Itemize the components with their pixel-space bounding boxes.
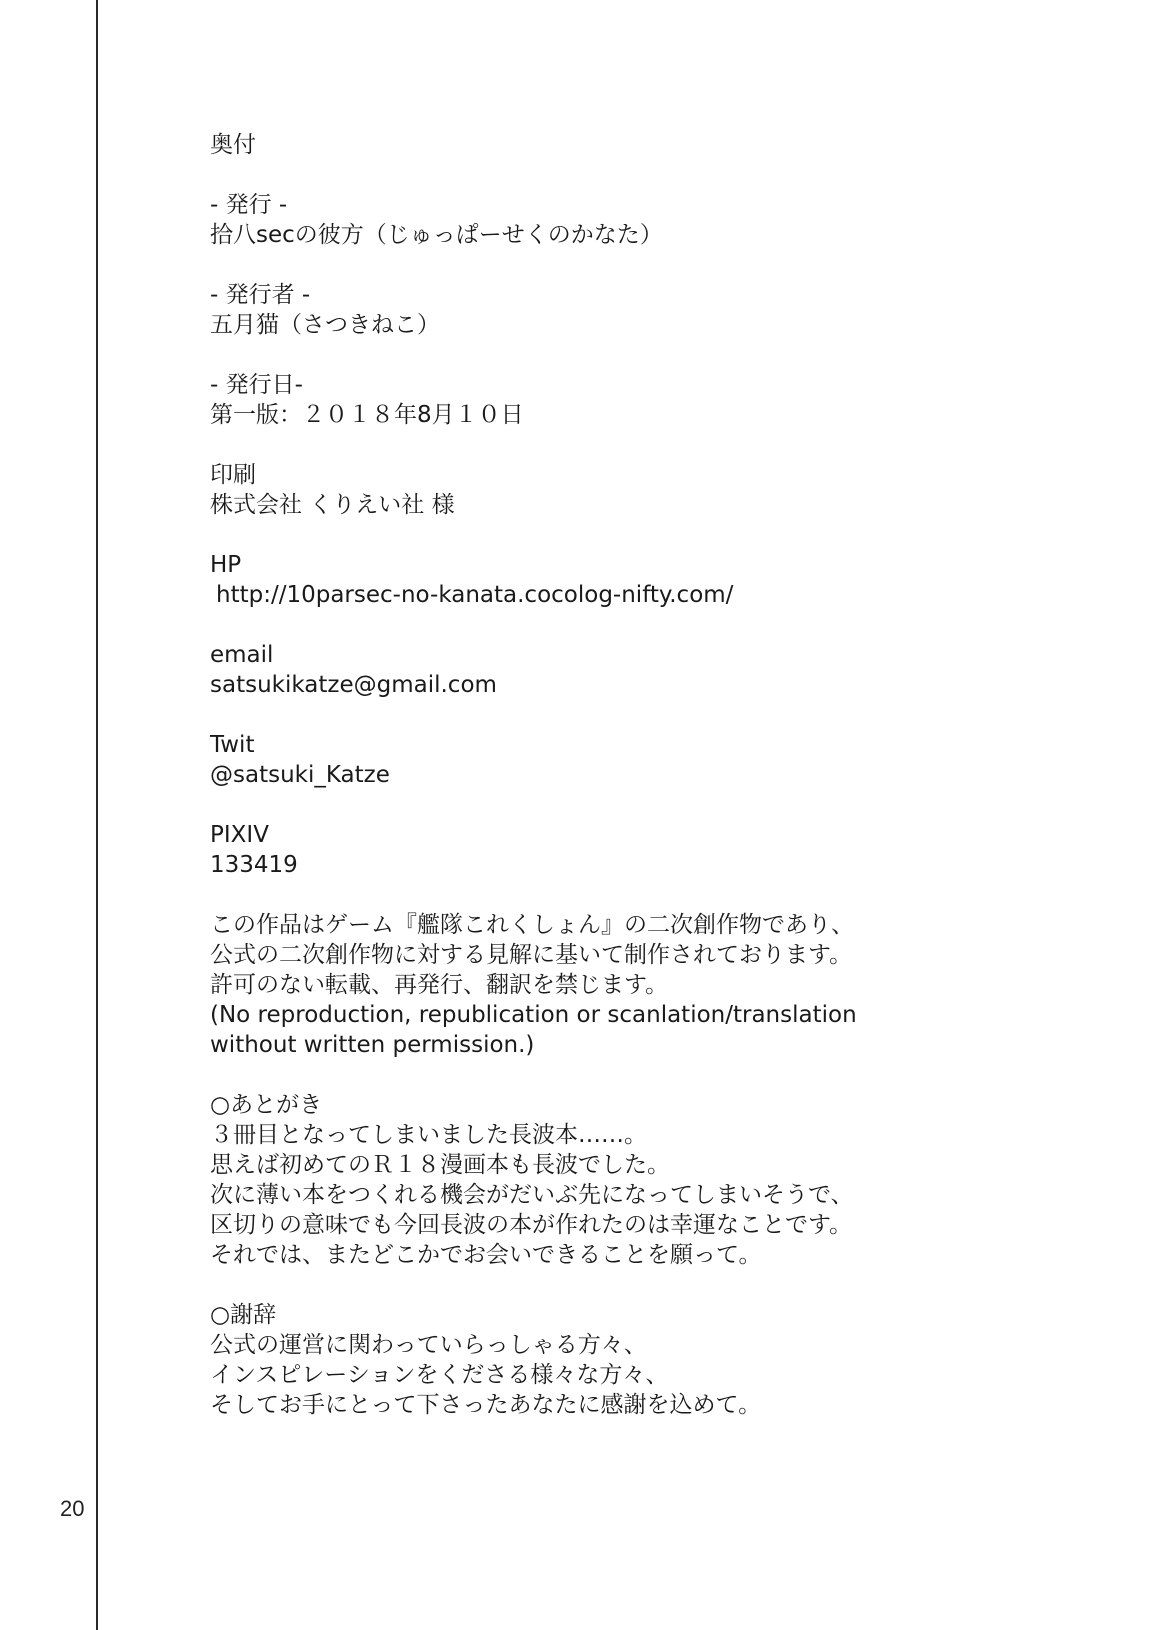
afterword-heading: ○あとがき [210, 1092, 323, 1118]
notice-line: 公式の二次創作物に対する見解に基いて制作されております。 [210, 942, 853, 968]
author-name: 五月猫（さつきねこ） [210, 312, 440, 338]
pixiv-label: PIXIV [210, 822, 269, 848]
colophon-title: 奥付 [210, 132, 256, 158]
thanks-line: そしてお手にとって下さったあなたに感謝を込めて。 [210, 1392, 762, 1418]
printer-name: 株式会社 くりえい社 様 [210, 492, 455, 518]
pixiv-id: 133419 [210, 852, 298, 878]
page-number: 20 [60, 1496, 85, 1521]
email-block [210, 640, 1070, 700]
date-value: 第一版：２０１８年8月１０日 [210, 402, 524, 428]
printer-label: 印刷 [210, 462, 256, 488]
email-label: email [210, 642, 274, 668]
notice-line: (No reproduction, republication or scanlation/translation [210, 1002, 857, 1028]
date-block [210, 370, 1070, 430]
thanks-line: 公式の運営に関わっていらっしゃる方々、 [210, 1332, 647, 1358]
hp-label: HP [210, 552, 242, 578]
notice-line: この作品はゲーム『艦隊これくしょん』の二次創作物であり、 [210, 912, 854, 938]
page-border-line [96, 0, 98, 1630]
colophon-title-block [210, 130, 1070, 160]
afterword-line: 区切りの意味でも今回長波の本が作れたのは幸運なことです。 [210, 1212, 853, 1238]
thanks-block [210, 1300, 1070, 1420]
notice-line: without written permission.) [210, 1032, 535, 1058]
email-address: satsukikatze@gmail.com [210, 672, 497, 698]
thanks-line: インスピレーションをくださる様々な方々、 [210, 1362, 669, 1388]
notice-line: 許可のない転載、再発行、翻訳を禁じます。 [210, 972, 669, 998]
publisher-label: - 発行 - [210, 192, 288, 218]
twitter-block [210, 730, 1070, 790]
afterword-block [210, 1090, 1070, 1270]
afterword-line: それでは、またどこかでお会いできることを願って。 [210, 1242, 762, 1268]
printer-block [210, 460, 1070, 520]
publisher-block [210, 190, 1070, 250]
twitter-label: Twit [210, 732, 255, 758]
author-label: - 発行者 - [210, 282, 311, 308]
publisher-name: 拾八secの彼方（じゅっぱーせくのかなた） [210, 222, 663, 248]
author-block [210, 280, 1070, 340]
hp-block [210, 550, 1070, 610]
afterword-line: 次に薄い本をつくれる機会がだいぶ先になってしまいそうで、 [210, 1182, 854, 1208]
afterword-line: 思えば初めてのＲ１８漫画本も長波でした。 [210, 1152, 670, 1178]
colophon-content [210, 130, 1070, 1450]
thanks-heading: ○謝辞 [210, 1302, 277, 1328]
hp-url: http://10parsec-no-kanata.cocolog-nifty.com/ [216, 582, 734, 608]
date-label: - 発行日- [210, 372, 303, 398]
notice-block [210, 910, 1070, 1060]
pixiv-block [210, 820, 1070, 880]
twitter-handle: @satsuki_Katze [210, 762, 390, 788]
afterword-line: ３冊目となってしまいました長波本……。 [210, 1122, 647, 1148]
